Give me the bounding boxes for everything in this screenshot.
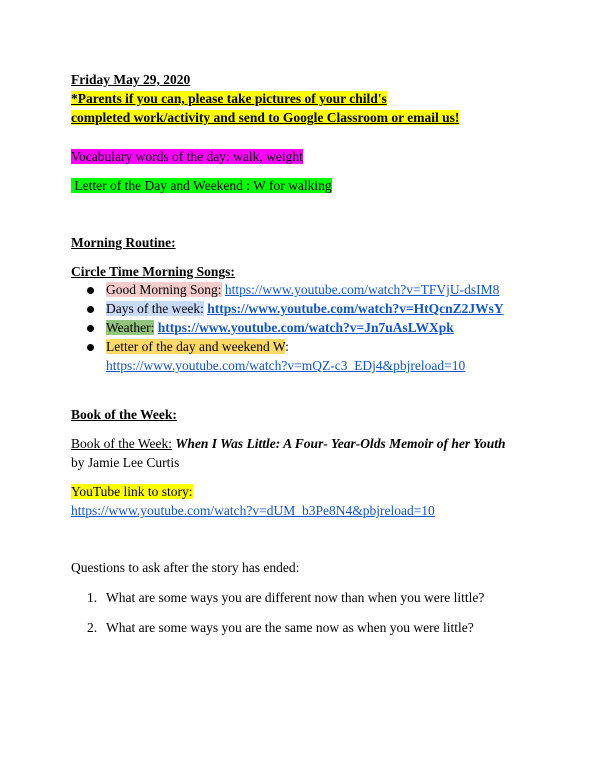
bullet-dot: [87, 306, 94, 313]
parent-notice-line-1: *Parents if you can, please take pictures of your child's: [71, 91, 387, 106]
book-author: by Jamie Lee Curtis: [71, 455, 180, 470]
good-morning-song-link[interactable]: https://www.youtube.com/watch?v=TFVjU-dsIM8: [224, 282, 500, 297]
book-title-line: Book of the Week: When I Was Little: A Four- Year-Olds Memoir of her Youth: [71, 436, 506, 451]
letter-of-day-link-line: [106, 357, 465, 375]
date-heading: Friday May 29, 2020: [71, 72, 191, 87]
bullet-dot: [87, 287, 94, 294]
questions-intro: Questions to ask after the story has ended:: [71, 560, 300, 575]
youtube-label-line: YouTube link to story:: [71, 484, 193, 499]
morning-routine-heading: Morning Routine:: [71, 235, 176, 250]
book-title: When I Was Little: A Four- Year-Olds Memoir of her Youth: [175, 436, 506, 451]
parent-notice-line-2: completed work/activity and send to Google Classroom or email us!: [71, 110, 460, 125]
weather-link[interactable]: https://www.youtube.com/watch?v=Jn7uAsLWXpk: [157, 320, 454, 335]
bullet-dot: [87, 344, 94, 351]
youtube-link-line: [71, 502, 435, 520]
letter-of-day-line: Letter of the Day and Weekend : W for walking: [71, 178, 332, 193]
book-youtube-link[interactable]: https://www.youtube.com/watch?v=dUM_b3Pe8N4&pbjreload=10: [71, 503, 435, 518]
document-page: Friday May 29, 2020 *Parents if you can, please take pictures of your child's completed work/activity and send to Google Classroom or email us! Vocabulary words of the day: walk, weight Letter of the Day and Weekend : W for walking Morning Routine: Circle Time Morning Songs: Good Morning Song: https://www.youtube.com/watch?v=TFVjU-dsIM8 Days of the week: https://www.youtube.com/watch?v=HtQcnZ2JWsY Weather: https://www.youtube.com/watch?v=Jn7uAsLWXpk Letter of the day and weekend W: https://www.youtube.com/watch?v=mQZ-c3_EDj4&pbjreload=10 Book of the Week: Book of the Week: When I Was Little: A Four- Year-Olds Memoir of her Youth by Jamie Lee Curtis YouTube link to story: https://www.youtube.com/watch?v=dUM_b3Pe8N4&pbjreload=10 Questions to ask after the story has ended: 1. What are some ways you are different now than when you were little? 2. What are some ways you are the same now as when you were little?: [71, 72, 506, 635]
bullet-dot: [87, 325, 94, 332]
circle-time-heading: Circle Time Morning Songs:: [71, 264, 235, 279]
letter-of-day-link[interactable]: https://www.youtube.com/watch?v=mQZ-c3_EDj4&pbjreload=10: [106, 358, 466, 373]
days-of-week-link[interactable]: https://www.youtube.com/watch?v=HtQcnZ2JWsY: [207, 301, 504, 316]
vocabulary-line: Vocabulary words of the day: walk, weight: [71, 149, 303, 164]
book-heading: Book of the Week:: [71, 407, 177, 422]
